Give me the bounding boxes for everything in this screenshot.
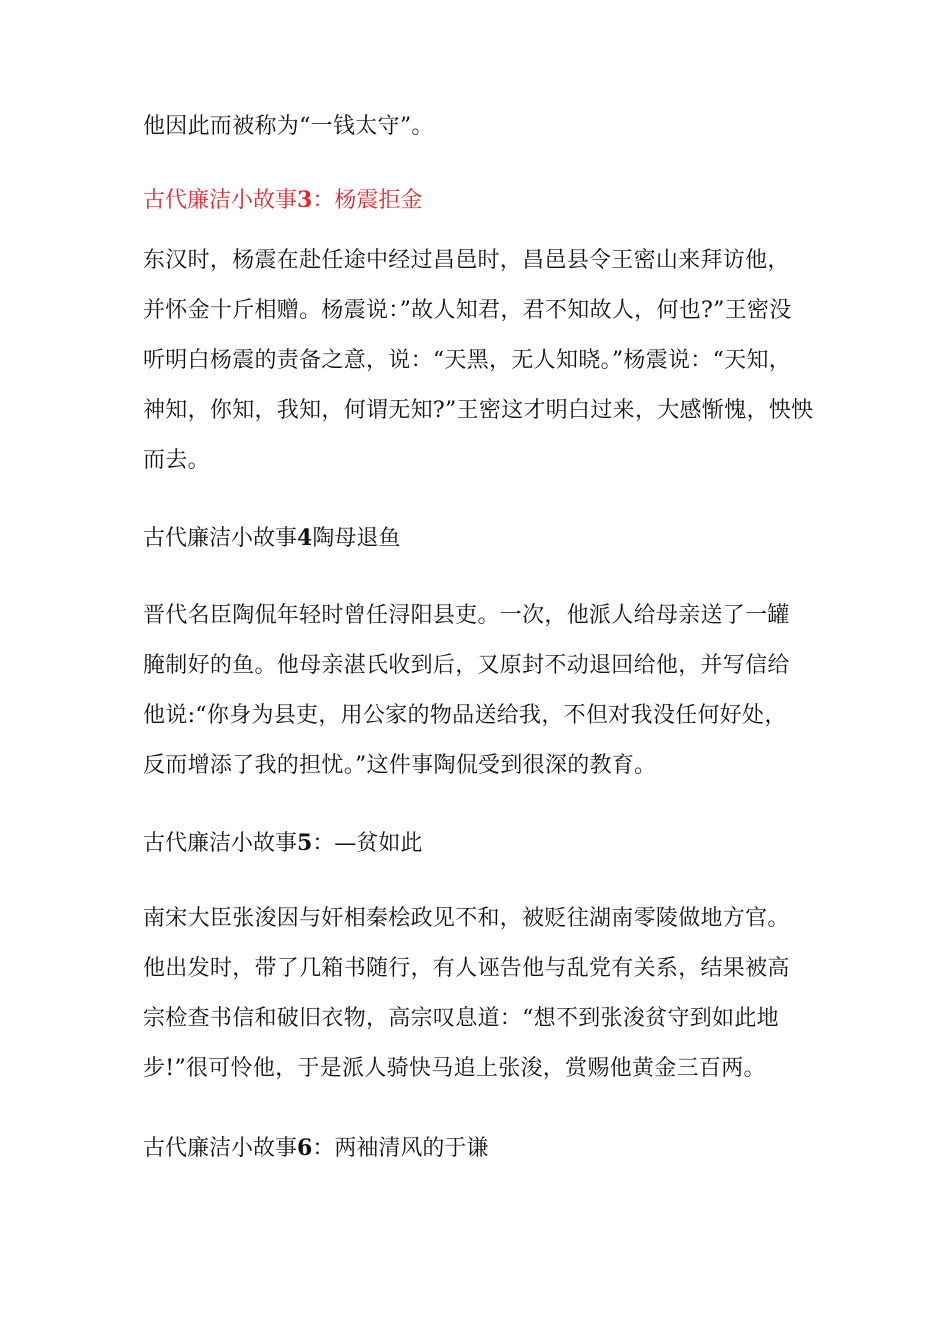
heading-number: 3 [297, 187, 313, 213]
paragraph-line: 步!”很可怜他，于是派人骑快马追上张浚，赏赐他黄金三百两。 [143, 1056, 766, 1081]
story5-heading [143, 818, 843, 869]
paragraph-line: 他说:“你身为县吏，用公家的物品送给我，不但对我没任何好处， [143, 703, 787, 728]
heading-title: 陶母退鱼 [312, 526, 401, 551]
heading-prefix: 古代廉洁小故事 [143, 831, 298, 856]
paragraph-line: 反而增添了我的担忧。”这件事陶侃受到很深的教育。 [143, 753, 657, 778]
paragraph-line: 晋代名臣陶侃年轻时曾任浔阳县吏。一次，他派人给母亲送了一罐 [143, 603, 790, 628]
heading-prefix: 古代廉洁小故事 [143, 1136, 298, 1161]
paragraph-line: 并怀金十斤相赠。杨震说：”故人知君，君不知故人，何也?”王密没 [143, 298, 792, 323]
paragraph-line: 南宋大臣张浚因与奸相秦桧政见不和，被贬往湖南零陵做地方官。 [143, 906, 790, 931]
paragraph-line: 腌制好的鱼。他母亲湛氏收到后，又原封不动退回给他，并写信给 [143, 653, 790, 678]
paragraph-line: 而去。 [143, 448, 210, 473]
paragraph-line: 听明白杨震的责备之意，说：“天黑，无人知晓。”杨震说：“天知， [143, 348, 792, 373]
story6-heading [143, 1123, 843, 1174]
story5-paragraph [143, 894, 843, 1094]
heading-number: 5 [297, 830, 313, 856]
heading-prefix: 古代廉洁小故事 [143, 188, 298, 213]
heading-title: ：杨震拒金 [312, 188, 423, 213]
heading-title: ：两袖清风的于谦 [312, 1136, 489, 1161]
paragraph-line: 他因此而被称为“一钱太守”。 [143, 114, 434, 139]
story3-heading [143, 175, 843, 226]
heading-number: 6 [297, 1135, 313, 1161]
heading-number: 4 [297, 525, 313, 551]
paragraph-line: 神知，你知，我知，何谓无知?”王密这才明白过来，大感惭愧，怏怏 [143, 398, 814, 423]
story3-paragraph [143, 236, 843, 486]
heading-prefix: 古代廉洁小故事 [143, 526, 298, 551]
paragraph-line: 宗检查书信和破旧衣物，高宗叹息道：“想不到张浚贫守到如此地 [143, 1006, 779, 1031]
story4-paragraph [143, 591, 843, 791]
intro-paragraph [143, 102, 843, 152]
paragraph-line: 东汉时，杨震在赴任途中经过昌邑时，昌邑县令王密山来拜访他， [143, 248, 790, 273]
story4-heading [143, 513, 843, 564]
heading-title: ：—贫如此 [312, 831, 423, 856]
paragraph-line: 他出发时，带了几箱书随行，有人诬告他与乱党有关系，结果被高 [143, 956, 790, 981]
